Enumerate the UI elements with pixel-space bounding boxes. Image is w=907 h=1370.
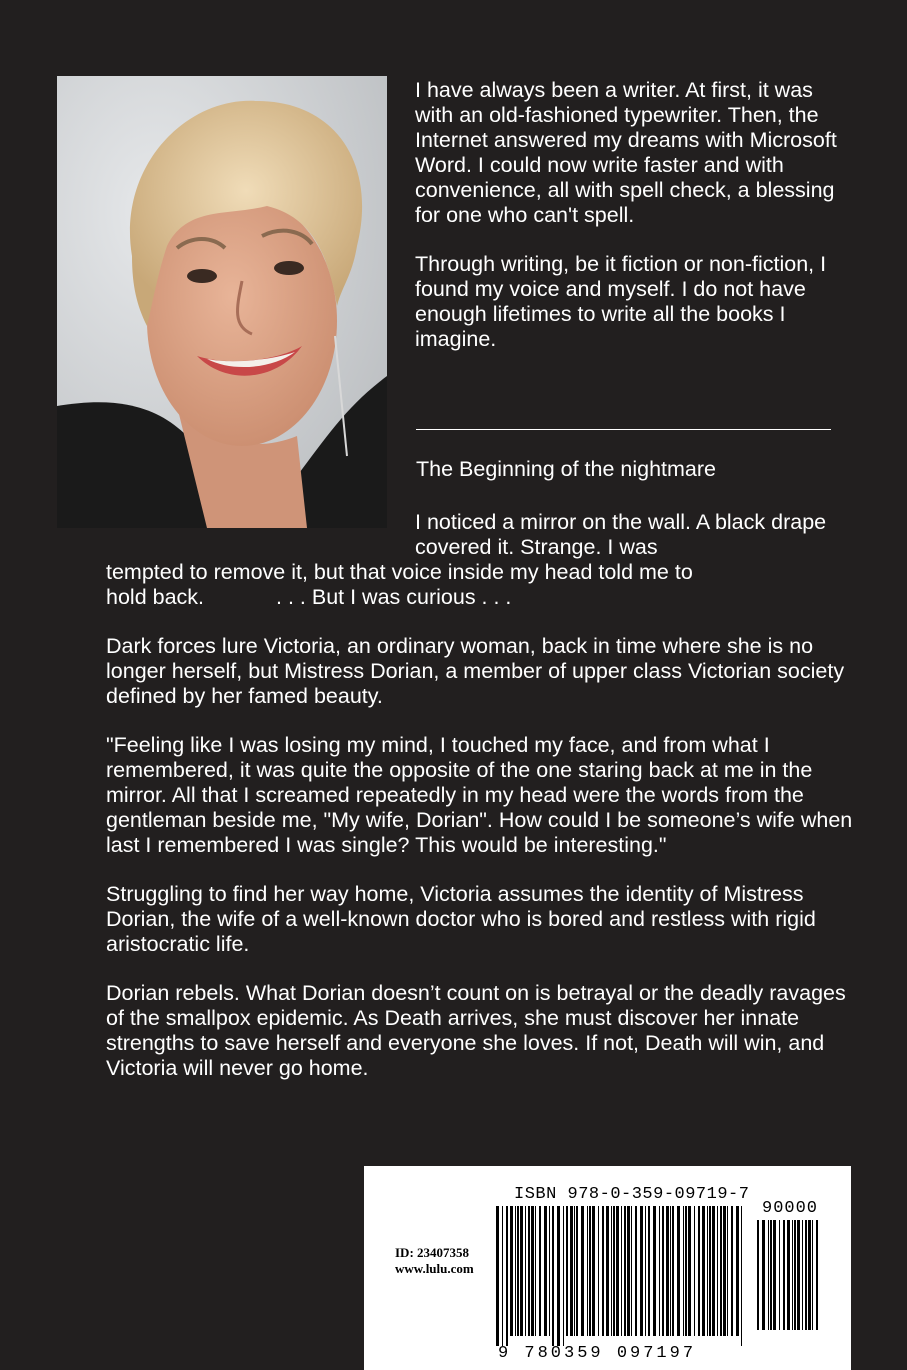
isbn-label: ISBN 978-0-359-09719-7	[514, 1185, 750, 1204]
barcode-bar	[631, 1206, 632, 1336]
barcode-bar	[510, 1206, 513, 1336]
barcode-bar	[589, 1206, 591, 1336]
barcode-bar	[677, 1206, 680, 1336]
excerpt-line	[106, 510, 866, 560]
barcode-bar	[602, 1206, 604, 1336]
barcode-bar	[552, 1206, 554, 1346]
bio-paragraph: Through writing, be it fiction or non-fiction, I found my voice and myself. I do not have enough lifetimes to write all the books I imagine.	[415, 252, 827, 351]
barcode-bar	[506, 1206, 508, 1346]
barcode-bar	[741, 1206, 742, 1346]
barcode-bar	[787, 1220, 790, 1330]
barcode-bar	[770, 1220, 772, 1330]
barcode-bar	[611, 1206, 612, 1336]
barcode-bar	[549, 1206, 550, 1336]
barcode-bar	[731, 1206, 733, 1336]
barcode-bar	[624, 1206, 626, 1336]
barcode-bar	[581, 1206, 584, 1336]
author-bio	[415, 78, 845, 376]
barcode-bar	[802, 1220, 803, 1330]
barcode-bar	[805, 1220, 807, 1330]
barcode-bar	[574, 1206, 575, 1336]
barcode-bar	[531, 1206, 534, 1336]
barcode-bar	[672, 1206, 674, 1336]
barcode-bar	[520, 1206, 523, 1336]
barcode-panel	[364, 1166, 851, 1370]
barcode-bar	[563, 1206, 564, 1346]
barcode-bar	[727, 1206, 728, 1336]
barcode-bar	[539, 1206, 541, 1336]
barcode-bar	[616, 1206, 619, 1336]
blurb-paragraph: Dark forces lure Victoria, an ordinary woman, back in time where she is no longer herself, but Mistress Dorian, a member of upper class Victorian society defined by her famed beauty.	[106, 634, 845, 708]
barcode-bar	[720, 1206, 722, 1336]
barcode-bar	[666, 1206, 669, 1336]
barcode-bar	[653, 1206, 656, 1336]
barcode-bar	[688, 1206, 691, 1336]
barcode-bar	[606, 1206, 609, 1336]
barcode-bar	[773, 1220, 776, 1330]
excerpt-line: tempted to remove it, but that voice inside my head told me to	[106, 560, 693, 584]
blurb-paragraph: "Feeling like I was losing my mind, I touched my face, and from what I remembered, it was quite the opposite of the one staring back at me in the mirror. All that I screamed repeatedly in my head were the words from the gentleman beside me, "My wife, Dorian". How could I be someone’s wife when last I remembered I was single? This would be interesting."	[106, 733, 853, 857]
ean-barcode	[496, 1206, 746, 1346]
barcode-bar	[613, 1206, 615, 1336]
barcode-bar	[566, 1206, 568, 1336]
barcode-bar	[640, 1206, 643, 1336]
barcode-bar	[598, 1206, 599, 1336]
author-photo	[57, 76, 387, 528]
barcode-bar	[694, 1206, 695, 1336]
barcode-bar	[662, 1206, 664, 1336]
excerpt-line	[106, 585, 866, 610]
addon-digits: 90000	[762, 1199, 819, 1218]
barcode-bar	[557, 1206, 560, 1346]
section-heading: The Beginning of the nightmare	[416, 457, 717, 481]
barcode-bar	[627, 1206, 630, 1336]
barcode-bar	[670, 1206, 671, 1336]
ean-digits: 9 780359 097197	[498, 1344, 697, 1363]
barcode-bar	[816, 1220, 818, 1330]
barcode-bar	[709, 1206, 711, 1336]
publisher-id	[395, 1245, 474, 1277]
barcode-bar	[659, 1206, 660, 1336]
barcode-bar	[544, 1206, 547, 1336]
barcode-bar	[525, 1206, 526, 1336]
barcode-bar	[515, 1206, 516, 1336]
lulu-id: ID: 23407358	[395, 1245, 470, 1260]
barcode-bar	[683, 1206, 684, 1336]
barcode-bar	[762, 1220, 765, 1330]
barcode-bar	[535, 1206, 536, 1336]
barcode-bar	[592, 1206, 595, 1336]
barcode-bar	[576, 1206, 578, 1336]
blurb-paragraph: Struggling to find her way home, Victoria assumes the identity of Mistress Dorian, the wife of a well-known doctor who is bored and restless with rigid aristocratic life.	[106, 882, 816, 956]
barcode-bar	[717, 1206, 718, 1336]
barcode-bar	[528, 1206, 530, 1336]
barcode-bar	[635, 1206, 637, 1336]
barcode-bar	[496, 1206, 499, 1346]
barcode-bar	[768, 1220, 769, 1330]
barcode-bar	[587, 1206, 588, 1336]
barcode-bar	[685, 1206, 687, 1336]
barcode-bar	[808, 1220, 811, 1330]
barcode-bar	[712, 1206, 715, 1336]
barcode-bar	[517, 1206, 519, 1336]
barcode-bar	[736, 1206, 739, 1336]
opening-excerpt	[106, 510, 866, 610]
blurb-paragraph: Dorian rebels. What Dorian doesn’t count on is betrayal or the deadly ravages of the smallpox epidemic. As Death arrives, she must discover her innate strengths to save herself and everyone she loves. If not, Death will win, and Victoria will never go home.	[106, 981, 846, 1080]
barcode-bar	[698, 1206, 700, 1336]
excerpt-text: I noticed a mirror on the wall. A black drape covered it. Strange. I was	[415, 510, 827, 559]
barcode-bar	[783, 1220, 785, 1330]
barcode-bar	[794, 1220, 796, 1330]
divider	[416, 429, 831, 430]
barcode-bar	[779, 1220, 780, 1330]
excerpt-text: . . . But I was curious . . .	[276, 585, 512, 609]
bio-paragraph: I have always been a writer. At first, it was with an old-fashioned typewriter. Then, the Internet answered my dreams with Microsoft Word. I could now write faster and with convenience, all with spell check, a blessing for one who can't spell.	[415, 78, 837, 227]
barcode-bar	[702, 1206, 705, 1336]
excerpt-text: hold back.	[106, 585, 205, 609]
barcode-bar	[723, 1206, 726, 1336]
barcode-bar	[757, 1220, 759, 1330]
barcode-bar	[502, 1206, 503, 1346]
barcode-bar	[645, 1206, 646, 1336]
barcode-bar	[812, 1220, 813, 1330]
lulu-site: www.lulu.com	[395, 1261, 474, 1276]
barcode-bar	[570, 1206, 573, 1336]
book-blurb	[106, 634, 866, 1105]
barcode-bar	[707, 1206, 708, 1336]
barcode-bar	[621, 1206, 622, 1336]
addon-barcode	[757, 1220, 825, 1340]
barcode-bar	[792, 1220, 793, 1330]
barcode-bar	[797, 1220, 800, 1330]
barcode-bar	[648, 1206, 650, 1336]
